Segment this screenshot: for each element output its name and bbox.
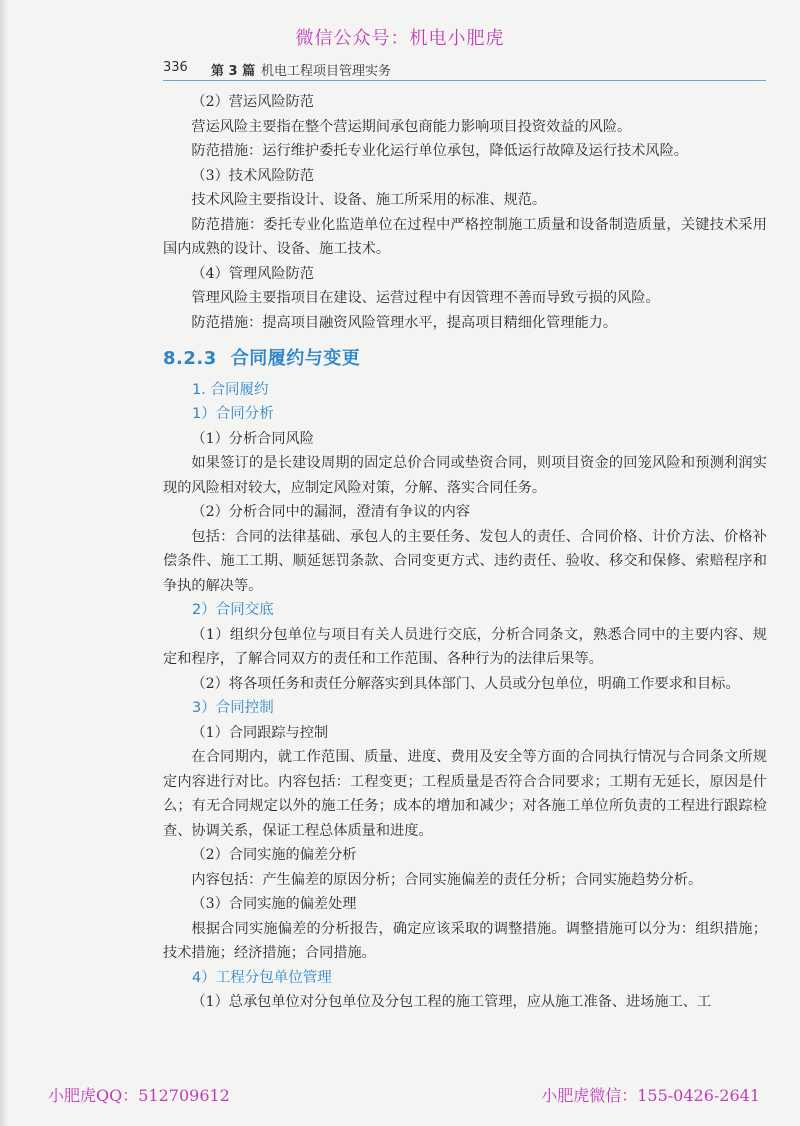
paragraph: 防范措施：提高项目融资风险管理水平，提高项目精细化管理能力。 [191, 314, 618, 331]
part-label: 第 3 篇 [211, 64, 256, 79]
subheading: 1. 合同履约 [192, 381, 269, 398]
paragraph: 营运风险主要指在整个营运期间承包商能力影响项目投资效益的风险。 [191, 118, 632, 135]
item-heading: （2）合同实施的偏差分析 [191, 847, 357, 863]
paragraph: 包括：合同的法律基础、承包人的主要任务、发包人的责任、合同价格、计价方法、价格补偿条件、施工工期、顺延惩罚条款、合同变更方式、违约责任、验收、移交和保修、索赔程序和争执的解决等。 [163, 528, 767, 594]
subheading: 2）合同交底 [192, 602, 274, 618]
watermark-wechat: 小肥虎微信：155-0426-2641 [541, 1086, 760, 1105]
subheading: 1）合同分析 [192, 406, 274, 422]
section-title: 合同履约与变更 [230, 348, 361, 369]
watermark-qq: 小肥虎QQ：512709612 [48, 1086, 230, 1105]
section-heading [163, 347, 767, 372]
paragraph: 在合同期内，就工作范围、质量、进度、费用及安全等方面的合同执行情况与合同条文所规定内容进行对比。内容包括：工程变更；工程质量是否符合合同要求；工期有无延长，原因是什么；有无合同规定以外的施工任务；成本的增加和减少；对各施工单位所负责的工程进行跟踪检查、协调关系，保证工程总体质量和进度。 [163, 749, 767, 839]
page-binding-edge [0, 0, 8, 1126]
paragraph: （1）总承包单位对分包单位及分包工程的施工管理，应从施工准备、进场施工、工 [191, 994, 712, 1010]
subheading: 4）工程分包单位管理 [192, 969, 332, 986]
paragraph: 内容包括：产生偏差的原因分析；合同实施偏差的责任分析；合同实施趋势分析。 [191, 871, 703, 888]
item-heading: （3）技术风险防范 [191, 167, 314, 184]
paragraph: 防范措施：委托专业化监造单位在过程中严格控制施工质量和设备制造质量，关键技术采用国内成熟的设计、设备、施工技术。 [163, 216, 767, 257]
page-number: 336 [163, 60, 188, 75]
paragraph: （1）组织分包单位与项目有关人员进行交底，分析合同条文，熟悉合同中的主要内容、规定和程序，了解合同双方的责任和工作范围、各种行为的法律后果等。 [163, 626, 767, 667]
paragraph: 技术风险主要指设计、设备、施工所采用的标准、规范。 [191, 192, 547, 208]
watermark-top: 微信公众号：机电小肥虎 [295, 28, 505, 49]
paragraph: 管理风险主要指项目在建设、运营过程中有因管理不善而导致亏损的风险。 [191, 290, 660, 306]
page-body [163, 90, 767, 1015]
running-header [163, 58, 766, 81]
paragraph: 如果签订的是长建设周期的固定总价合同或垫资合同，则项目资金的回笼风险和预测利润实现的风险相对较大，应制定风险对策，分解、落实合同任务。 [163, 455, 767, 496]
part-title: 机电工程项目管理实务 [261, 64, 392, 79]
paragraph: 根据合同实施偏差的分析报告，确定应该采取的调整措施。调整措施可以分为：组织措施；技术措施；经济措施；合同措施。 [163, 920, 767, 961]
section-number: 8.2.3 [163, 348, 217, 369]
item-heading: （4）管理风险防范 [191, 265, 314, 282]
subheading: 3）合同控制 [192, 700, 274, 716]
item-heading: （2）分析合同中的漏洞，澄清有争议的内容 [191, 504, 470, 520]
item-heading: （1）合同跟踪与控制 [191, 724, 329, 741]
item-heading: （2）营运风险防范 [191, 94, 314, 110]
item-heading: （1）分析合同风险 [191, 430, 314, 447]
item-heading: （3）合同实施的偏差处理 [191, 896, 357, 912]
paragraph: （2）将各项任务和责任分解落实到具体部门、人员或分包单位，明确工作要求和目标。 [191, 675, 740, 692]
paragraph: 防范措施：运行维护委托专业化运行单位承包，降低运行故障及运行技术风险。 [191, 143, 688, 159]
